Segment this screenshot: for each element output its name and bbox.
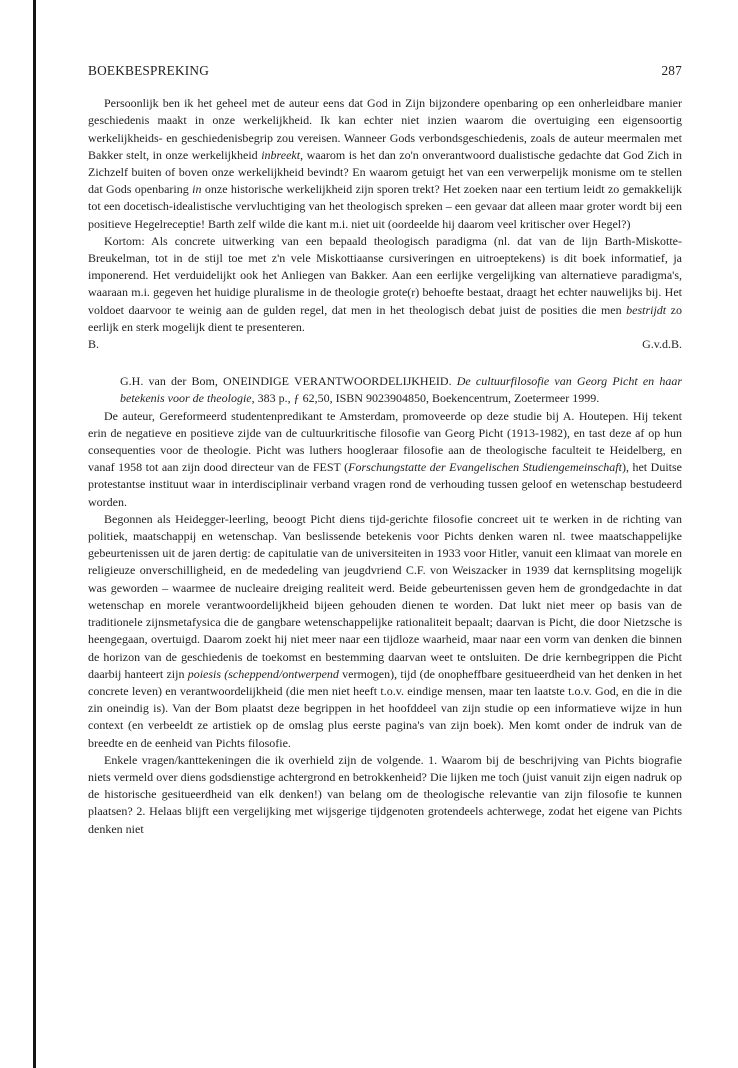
page-number: 287 [661,63,682,78]
review-one-paragraph-2: Kortom: Als concrete uitwerking van een bepaald theologisch paradigma (nl. dat van de lijn Barth-Miskotte-Breukelman, tot in de stijl toe met z'n vele Miskottiaanse cursiveringen en uitroeptekens) is dit boek informatief, ja imponerend. Het verduidelijkt ook het Anliegen van Bakker. Aan een eerlijke vergelijking van alternatieve paradigma's, waaraan m.i. gegeven het huidige pluralisme in de theologie grote(r) behoefte bestaat, draagt het echter nauwelijks bij. Het voldoet daarvoor te weinig aan de gulden regel, dat men in het theologisch debat juist de posities die men bestrijdt zo eerlijk en sterk mogelijk dient te presenteren. [88,233,682,334]
book-review-page [88,62,682,838]
review-one-signature [88,336,682,353]
review-two-paragraph-3: Enkele vragen/kanttekeningen die ik overhield zijn de volgende. 1. Waarom bij de beschrijving van Pichts biografie niets vermeld over diens godsdienstige achtergrond en betrokkenheid? Die lijken me toch (juist vanuit zijn eigen nadruk op de historische gesitueerdheid van elk denken!) van belang om de theologische relevantie van zijn filosofie te kunnen plaatsen? 2. Helaas blijft een vergelijking met wijsgerige tijdgenoten grotendeels achterwege, zodat het eigene van Pichts denken niet [88,752,682,836]
review-two-paragraph-2: Begonnen als Heidegger-leerling, beoogt Picht diens tijd-gerichte filosofie concreet uit te werken in de richting van politiek, maatschappij en wetenschap. Van beslissende betekenis voor Pichts denken waren nl. twee maatschappelijke gebeurtenissen uit de jaren dertig: de capitulatie van de universiteiten in 1933 voor Hitler, vanuit een klimaat van morele en religieuze onverschilligheid, en de mededeling van jeugdvriend C.F. von Weiszacker in 1939 dat kernsplitsing mogelijk was geworden – waarmee de nucleaire dreiging realiteit werd. Beide gebeurtenissen geven hem de grondgedachte in dat wetenschap en morele verantwoordelijkheid bijeen gehouden dienen te worden. Dat lukt niet meer op basis van de traditionele zijnsmetafysica die de gangbare wetenschappelijke rationaliteit bepaalt; daarvan is Picht, die door Nietzsche is heengegaan, overtuigd. Daarom zoekt hij niet meer naar een tijdloze waarheid, maar naar een vorm van denken die binnen de horizon van de geschiedenis de toekomst en bestemming daarvan weet te ontsluiten. De drie kernbegrippen die Picht daarbij hanteert zijn poiesis (scheppend/ontwerpend vermogen), tijd (de onopheffbare gesitueerdheid van het denken in het concrete leven) en verantwoordelijkheid (die men niet heeft t.o.v. eindige mensen, maar ten laatste t.o.v. God, en die in die zin oneindig is). Van der Bom plaatst deze begrippen in het hoofddeel van zijn studie op een informatieve wijze in hun context (en verbeeldt ze artistiek op de omslag plus eerste pagina's van zijn boek). Men komt onder de indruk van de breedte en de eenheid van Pichts filosofie. [88,511,682,750]
review-two-paragraph-1: De auteur, Gereformeerd studentenpredikant te Amsterdam, promoveerde op deze studie bij A. Houtepen. Hij tekent erin de negatieve en positieve zijde van de cultuurkritische filosofie van Georg Picht (1913-1982), en tast deze af op hun consequenties voor de theologie. Picht was luthers hoogleraar filosofie aan de theologische faculteit te Heidelberg, en vanaf 1958 tot aan zijn dood directeur van de FEST (Forschungstatte der Evangelischen Studiengemeinschaft), het Duitse protestantse instituut waar in interdisciplinair verband vragen rond de verhouding tussen geloof en wetenschap bestudeerd worden. [88,408,682,509]
section-title: BOEKBESPREKING [88,63,210,78]
page-edge-border [33,0,36,1068]
review-one-paragraph-1: Persoonlijk ben ik het geheel met de auteur eens dat God in Zijn bijzondere openbaring op een onherleidbare manier geschiedenis maakt in onze werkelijkheid. Ik kan echter niet inzien waarom die overtuiging een eigensoortig werkelijkheids- en geschiedenisbegrip zou vereisen. Wanneer Gods verbondsgeschiedenis, zoals de auteur meermalen met Bakker stelt, in onze werkelijkheid inbreekt, waarom is het dan zo'n onverantwoord dualistische gedachte dat God Zich in Zichzelf buiten of boven onze werkelijkheid bevindt? En waarom getuigt het van een verwerpelijk monisme om te stellen dat Gods openbaring in onze historische werkelijkheid zijn sporen trekt? Het zoeken naar een tertium leidt zo gemakkelijk tot een docetisch-idealistische vervluchtiging van het theologisch spreken – een gevaar dat alleen maar groter wordt bij een positieve Hegelreceptie! Barth zelf wilde die kant m.i. niet uit (oordeelde hij daarom veel kritischer over Hegel?) [88,96,683,231]
review-two-citation: G.H. van der Bom, ONEINDIGE VERANTWOORDELIJKHEID. De cultuurfilosofie van Georg Picht en haar betekenis voor de theologie, 383 p., ƒ 62,50, ISBN 9023904850, Boekencentrum, Zoetermeer 1999. [120,374,682,406]
signature-initials: G.v.d.B. [642,337,682,352]
signature-location: B. [88,337,100,352]
running-header [88,62,682,79]
